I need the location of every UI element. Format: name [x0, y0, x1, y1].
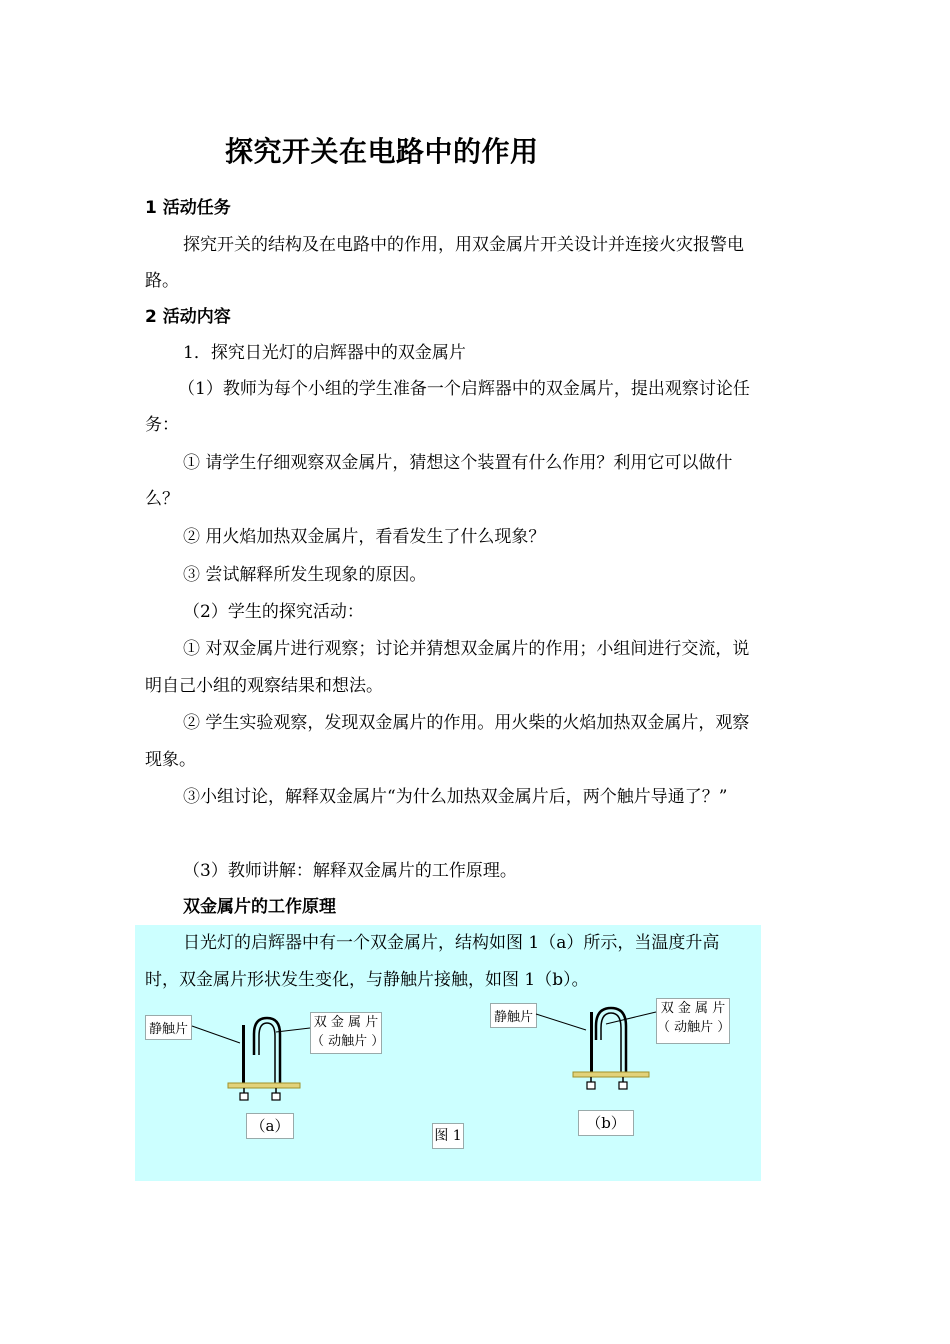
task-text-line2: 路。	[145, 271, 179, 291]
activity-1-line1: ① 对双金属片进行观察；讨论并猜想双金属片的作用；小组间进行交流，说	[183, 639, 750, 659]
activity-1-line2: 明自己小组的观察结果和想法。	[145, 676, 383, 696]
static-contact-b	[590, 1012, 593, 1072]
task-text-line1: 探究开关的结构及在电路中的作用，用双金属片开关设计并连接火灾报警电	[183, 235, 744, 255]
bimetal-label-a-line1: 双 金 属 片	[313, 1015, 379, 1030]
activity-2-line2: 现象。	[145, 750, 196, 770]
question-1-line1: ① 请学生仔细观察双金属片，猜想这个装置有什么作用？利用它可以做什	[183, 453, 733, 473]
section-heading-content: 2 活动内容	[145, 307, 231, 327]
step-2: （2）学生的探究活动：	[183, 602, 364, 622]
principle-title: 双金属片的工作原理	[183, 897, 336, 917]
static-contact-label-a: 静触片	[145, 1015, 192, 1040]
item-1: 1．探究日光灯的启辉器中的双金属片	[183, 343, 466, 363]
question-3: ③ 尝试解释所发生现象的原因。	[183, 565, 427, 585]
page-title: 探究开关在电路中的作用	[225, 135, 539, 168]
question-2: ② 用火焰加热双金属片，看看发生了什么现象？	[183, 527, 546, 547]
question-1-line2: 么？	[145, 489, 179, 509]
pin-right-b	[619, 1082, 627, 1089]
bimetal-label-a-line2: （ 动触片 ）	[311, 1034, 385, 1049]
figure-label: 图 1	[432, 1123, 464, 1149]
caption-b: （b）	[578, 1110, 634, 1136]
caption-a: （a）	[246, 1113, 294, 1139]
step-3: （3）教师讲解：解释双金属片的工作原理。	[183, 861, 517, 881]
pin-left-b	[587, 1082, 595, 1089]
static-contact-label-b: 静触片	[490, 1003, 537, 1028]
section-heading-task: 1 活动任务	[145, 198, 231, 218]
bimetal-label-b-line2: （ 动触片 ）	[657, 1020, 731, 1035]
base-plate-b	[573, 1072, 649, 1077]
activity-2-line1: ② 学生实验观察，发现双金属片的作用。用火柴的火焰加热双金属片，观察	[183, 713, 750, 733]
principle-text-line1: 日光灯的启辉器中有一个双金属片，结构如图 1（a）所示，当温度升高	[183, 933, 720, 953]
activity-3: ③小组讨论，解释双金属片“为什么加热双金属片后，两个触片导通了？”	[183, 787, 728, 807]
leader-line-static-b	[536, 1014, 586, 1030]
bimetal-label-b-line1: 双 金 属 片	[660, 1001, 726, 1016]
principle-text-line2: 时，双金属片形状发生变化，与静触片接触，如图 1（b）。	[145, 970, 589, 990]
step-1-line2: 务：	[145, 415, 179, 435]
step-1-line1: （1）教师为每个小组的学生准备一个启辉器中的双金属片，提出观察讨论任	[178, 379, 750, 399]
bimetal-strip-inner-b	[601, 1013, 621, 1072]
